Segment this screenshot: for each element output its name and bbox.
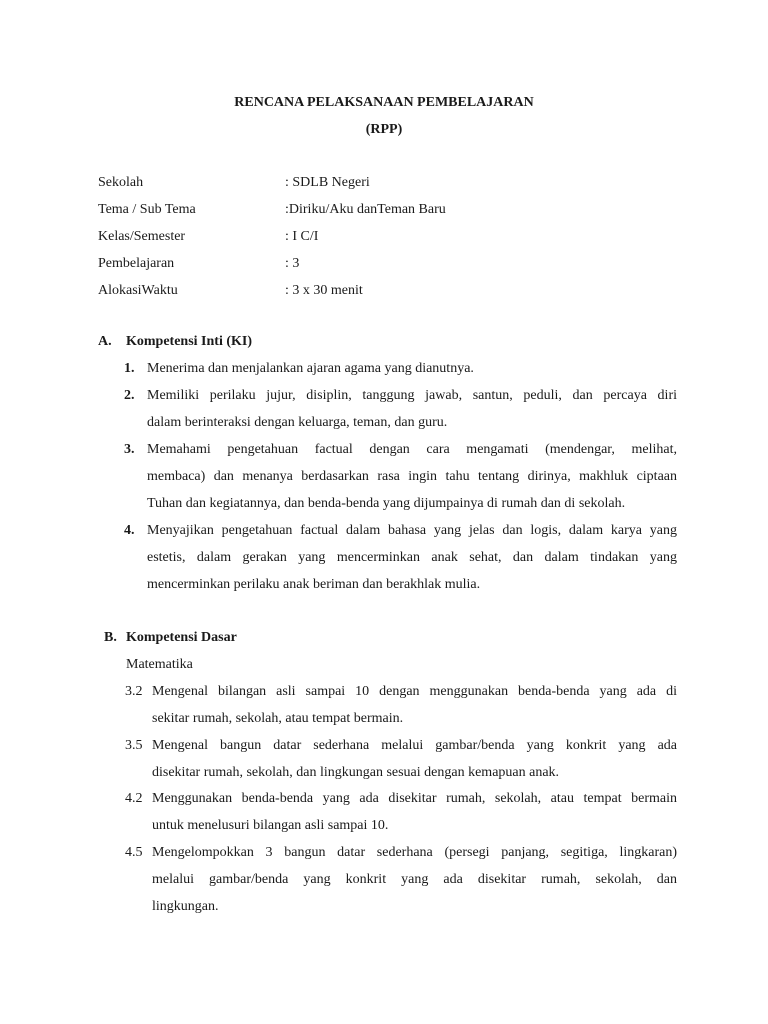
list-item-number: 4.2	[125, 791, 143, 806]
identity-label-class: Kelas/Semester	[98, 229, 186, 244]
identity-label-school: Sekolah	[98, 175, 144, 190]
list-item-number: 4.	[124, 523, 135, 538]
list-item-number: 3.5	[125, 738, 143, 753]
list-item-line: Memiliki perilaku jujur, disiplin, tanggung jawab, santun, peduli, dan percaya diri	[147, 388, 677, 403]
list-item-line: untuk menelusuri bilangan asli sampai 10.	[152, 818, 389, 833]
identity-value-theme: :Diriku/Aku danTeman Baru	[285, 202, 446, 217]
identity-value-lesson: : 3	[285, 256, 300, 271]
section-b-letter: B.	[104, 630, 117, 645]
identity-label-time: AlokasiWaktu	[98, 283, 178, 298]
list-item-line: Menyajikan pengetahuan factual dalam bahasa yang jelas dan logis, dalam karya yang	[147, 523, 677, 538]
subject-label: Matematika	[126, 657, 193, 672]
section-a-heading: Kompetensi Inti (KI)	[126, 334, 252, 349]
list-item-line: melalui gambar/benda yang konkrit yang ada disekitar rumah, sekolah, dan	[152, 872, 677, 887]
list-item-line: Menggunakan benda-benda yang ada disekitar rumah, sekolah, atau tempat bermain	[152, 791, 677, 806]
list-item-number: 3.2	[125, 684, 143, 699]
identity-value-school: : SDLB Negeri	[285, 175, 370, 190]
list-item-line: dalam berinteraksi dengan keluarga, teman, dan guru.	[147, 415, 448, 430]
identity-value-time: : 3 x 30 menit	[285, 283, 363, 298]
list-item-line: Mengenal bilangan asli sampai 10 dengan menggunakan benda-benda yang ada di	[152, 684, 677, 699]
list-item-line: Mengenal bangun datar sederhana melalui gambar/benda yang konkrit yang ada	[152, 738, 677, 753]
list-item-line: Menerima dan menjalankan ajaran agama yang dianutnya.	[147, 361, 474, 376]
identity-label-theme: Tema / Sub Tema	[98, 202, 196, 217]
section-b-heading: Kompetensi Dasar	[126, 630, 237, 645]
list-item-number: 4.5	[125, 845, 143, 860]
list-item-line: Tuhan dan kegiatannya, dan benda-benda yang dijumpainya di rumah dan di sekolah.	[147, 496, 626, 511]
list-item-line: disekitar rumah, sekolah, dan lingkungan sesuai dengan kemapuan anak.	[152, 765, 560, 780]
section-a-letter: A.	[98, 334, 112, 349]
list-item-line: sekitar rumah, sekolah, atau tempat bermain.	[152, 711, 404, 726]
list-item-line: Memahami pengetahuan factual dengan cara mengamati (mendengar, melihat,	[147, 442, 677, 457]
list-item-line: membaca) dan menanya berdasarkan rasa ingin tahu tentang dirinya, makhluk ciptaan	[147, 469, 677, 484]
document-title: RENCANA PELAKSANAAN PEMBELAJARAN	[234, 95, 534, 110]
list-item-number: 2.	[124, 388, 135, 403]
document-subtitle: (RPP)	[365, 122, 403, 137]
identity-value-class: : I C/I	[285, 229, 319, 244]
list-item-line: estetis, dalam gerakan yang mencerminkan anak sehat, dan dalam tindakan yang	[147, 550, 677, 565]
list-item-number: 3.	[124, 442, 135, 457]
list-item-line: Mengelompokkan 3 bangun datar sederhana (persegi panjang, segitiga, lingkaran)	[152, 845, 677, 860]
list-item-number: 1.	[124, 361, 135, 376]
identity-label-lesson: Pembelajaran	[98, 256, 175, 271]
list-item-line: mencerminkan perilaku anak beriman dan berakhlak mulia.	[147, 577, 481, 592]
list-item-line: lingkungan.	[152, 899, 219, 914]
